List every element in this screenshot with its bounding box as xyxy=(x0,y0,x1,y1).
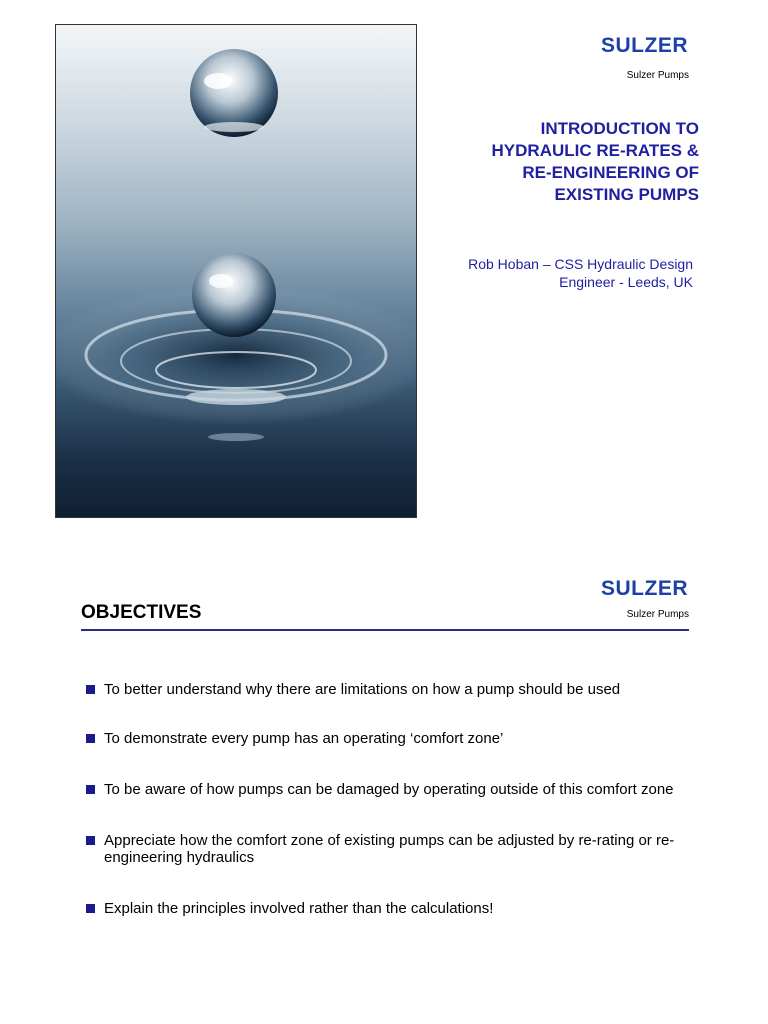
objectives-list xyxy=(86,681,696,917)
list-item-text: Explain the principles involved rather than the calculations! xyxy=(104,900,494,917)
list-item xyxy=(86,832,696,866)
title-line: RE-ENGINEERING OF xyxy=(522,163,699,182)
sulzer-logo: SULZER xyxy=(601,577,688,600)
author-line: Engineer - Leeds, UK xyxy=(559,274,693,290)
slide-heading: OBJECTIVES xyxy=(81,602,202,623)
list-item xyxy=(86,900,696,917)
list-item-text: Appreciate how the comfort zone of existing pumps can be adjusted by re-rating or re-engineering hydraulics xyxy=(104,832,675,866)
sulzer-logo: SULZER xyxy=(601,34,688,57)
list-item-text: To be aware of how pumps can be damaged by operating outside of this comfort zone xyxy=(104,781,674,798)
author-line: Rob Hoban – CSS Hydraulic Design xyxy=(468,256,693,272)
list-item xyxy=(86,730,696,747)
objectives-slide xyxy=(0,560,768,1024)
presentation-title xyxy=(399,118,699,206)
bullet-square-icon xyxy=(86,904,95,913)
water-droplet-image xyxy=(55,24,417,518)
logo-subtitle: Sulzer Pumps xyxy=(626,609,689,620)
logo-subtitle: Sulzer Pumps xyxy=(626,70,689,81)
title-line: EXISTING PUMPS xyxy=(554,185,699,204)
water-droplet-illustration xyxy=(56,25,417,518)
bullet-square-icon xyxy=(86,685,95,694)
list-item xyxy=(86,681,696,698)
list-item xyxy=(86,781,696,798)
bullet-square-icon xyxy=(86,734,95,743)
author-credit xyxy=(373,255,693,291)
list-item-text: To demonstrate every pump has an operating ‘comfort zone’ xyxy=(104,730,504,747)
title-line: HYDRAULIC RE-RATES & xyxy=(491,141,699,160)
bullet-square-icon xyxy=(86,836,95,845)
bullet-square-icon xyxy=(86,785,95,794)
list-item-text: To better understand why there are limitations on how a pump should be used xyxy=(104,681,621,698)
title-line: INTRODUCTION TO xyxy=(540,119,699,138)
heading-divider xyxy=(81,629,689,631)
